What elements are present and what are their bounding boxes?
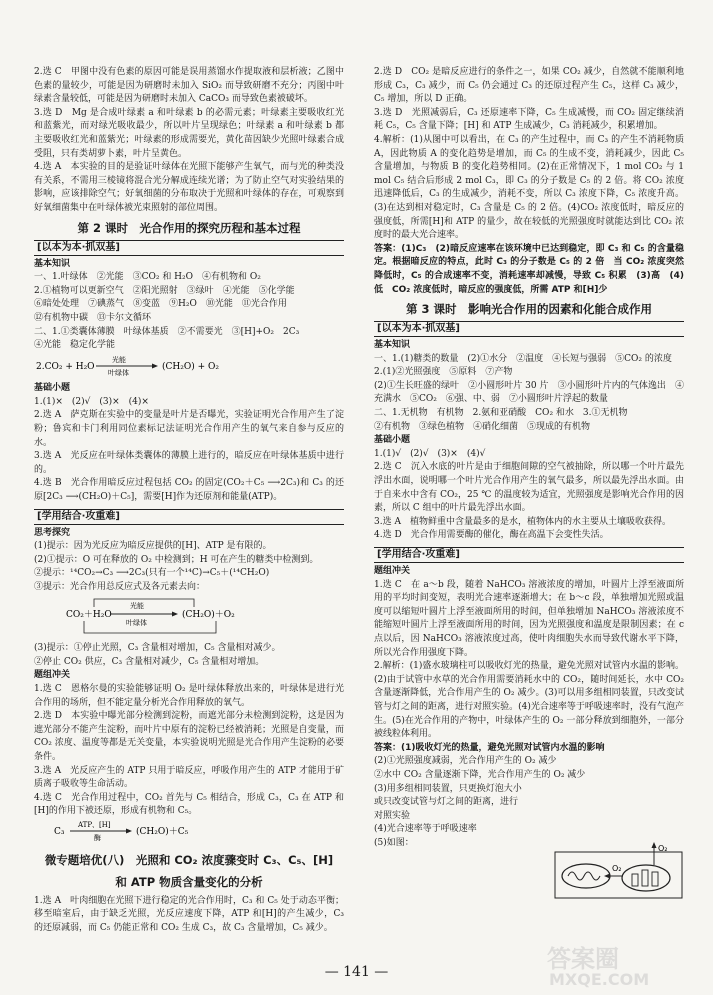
photosynthesis-equation xyxy=(34,353,344,377)
topic-label: 题组冲关 xyxy=(34,670,71,681)
page-number: — 141 — xyxy=(324,964,389,980)
topic-line: 3.选 A 光反应产生的 ATP 只用于暗反应，呼吸作用产生的 ATP 才能用于矿质离子吸收等生命活动。 xyxy=(34,765,344,790)
grana-stack xyxy=(652,872,658,886)
think-tail-line: ②停止 CO₂ 供应，C₃ 含量相对减少，C₅ 含量相对增加。 xyxy=(34,656,265,667)
answer-page xyxy=(34,66,684,966)
right-topic-line: 1.选 C 在 a～b 段，随着 NaHCO₃ 溶液浓度的增加，叶圆片上浮至液面所用的平均时间变短，表明光合速率逐渐增大；在 b～c 段，单独增加光照或温度可以缩短叶圆片上浮至液面所用的时间，但单独增加 NaHCO₃ 溶液浓度不能缩短叶圆片上浮至液面所用的时间，因为光照强度和温度是限制因素；在 c 点以后，因 NaHCO₃ 溶液浓度过高，使叶肉细胞失水而导致代谢水平下降，所以光合作用强度下降。 xyxy=(374,579,684,658)
answer2-line: 或只改变试管与灯之间的距离，进行 xyxy=(374,797,519,808)
c3-eq-top: ATP、[H] xyxy=(78,820,111,829)
grana-stack xyxy=(642,870,648,886)
right-intro-2: 3.选 D 光照减弱后，C₃ 还原速率下降，C₅ 生成减慢，而 CO₂ 固定继续消耗 C₅，C₅ 含量下降；[H] 和 ATP 生成减少，C₃ 消耗减少，积累增加。 xyxy=(374,107,684,132)
think-line: ③提示：光合作用总反应式及各元素去向： xyxy=(34,582,206,592)
section-basics-header: [以本为本·抓双基] xyxy=(34,240,344,256)
basic-knowledge-label: 基本知识 xyxy=(34,258,71,269)
answer2-left-block xyxy=(374,783,564,851)
knowledge-line: ⑥暗处处理 ⑦碘蒸气 ⑧变蓝 ⑨H₂O ⑩光能 ⑪光合作用 xyxy=(34,299,287,310)
left-intro-3: 4.选 A 本实验的目的是验证叶绿体在光照下能够产生氧气，而与光的种类没有关系，不需用三棱镜将混合光分解成连续光谱；为了防止空气对实验结果的影响，应该排除空气；好氧细菌的分布取决于光照和叶绿体的存在，可观察到好氧细菌集中在叶绿体被光束照射的部位周围。 xyxy=(34,162,344,213)
eq-right: (CH₂O) + O₂ xyxy=(162,361,219,372)
right-knowledge-label: 基本知识 xyxy=(374,340,411,351)
grana-stack xyxy=(632,874,638,886)
topic-line: 2.选 D 本实验中曝光部分检测到淀粉，而遮光部分未检测到淀粉，这是因为遮光部分不能产生淀粉，而叶片中原有的淀粉已经被消耗；光照是自变量，而 CO₂ 浓度、温度等都是无关变量，本实验说明光照是光合作用产生淀粉的必要条件。 xyxy=(34,711,344,762)
right-intro-3: 4.解析：(1)从图中可以看出，在 C₃ 的产生过程中，而 C₃ 的产生不消耗物质 A，因此物质 A 的变化趋势是增加，而 C₅ 的生成不变，消耗减少，因此 C₅ 含量增加，与物质 B 的变化趋势相同。(2)在正常情况下，1 mol CO₂ 与 1 mol C₅ 结合后形成 2 mol C₃，即 C₃ 的分子数是 C₅ 的 2 倍。将 CO₂ 浓度迅速降低后，C₃ 的生成减少，消耗不变，所以 C₃ 浓度下降，C₅ 浓度升高。(3)在达到相对稳定时，C₃ 含量是 C₅ 的 2 倍。(4)CO₂ 浓度低时，暗反应的强度低，所需[H]和 ATP 的量少，故在较低的光照强度时就能达到比 CO₂ 浓度时的最大光合速率。 xyxy=(374,134,684,241)
right-quiz-line: 2.选 C 沉入水底的叶片是由于细胞间隙的空气被抽除，所以哪一个叶片最先浮出水面，说明哪一个叶片光合作用产生的氧气最多，所以最先浮出水面。由于自来水中含有 CO₂，25 ℃ 的温度较为适宜，光照强度是影响光合作用的因素，所以 C 组中的叶片最先浮出水面。 xyxy=(374,462,684,514)
diagram-left: CO₂＋H₂O xyxy=(66,609,112,620)
diagram-bracket-top xyxy=(94,599,194,607)
knowledge-line: 一、1.叶绿体 ②光能 ③CO₂ 和 H₂O ④有机物和 O₂ xyxy=(34,272,261,283)
right-section-application-header: [学用结合·攻重难] xyxy=(374,547,684,563)
quiz-line: 1.(1)× (2)√ (3)× (4)× xyxy=(34,396,149,407)
o2-label-outer: O₂ xyxy=(658,844,668,853)
o2-arrow-head xyxy=(604,874,610,879)
micro-line: 1.选 A 叶肉细胞在光照下进行稳定的光合作用时，C₃ 和 C₅ 处于动态平衡；移至暗室后，由于缺乏光照，光反应速度下降，ATP 和[H]的产生减少，C₃ 的还原减弱，而 C₅ 仍能正常和 CO₂ 生成 C₃，故 C₃ 含量增加，C₅ 减少。 xyxy=(34,895,344,933)
right-quiz-line: 1.(1)√ (2)√ (3)× (4)√ xyxy=(374,448,486,459)
answer2-line xyxy=(374,742,684,756)
left-column xyxy=(34,66,344,935)
answer2-line: ②水中 CO₂ 含量逐渐下降，光合作用产生的 O₂ 减少 xyxy=(374,769,586,780)
answer2-line: (4)光合速率等于呼吸速率 xyxy=(374,824,477,835)
cell-organelle-figure xyxy=(554,842,684,900)
watermark-top: 答案圈 xyxy=(547,945,619,973)
cell-outline xyxy=(555,852,682,898)
lesson-2-title: 第 2 课时 光合作用的探究历程和基本过程 xyxy=(77,220,301,235)
right-answer: 答案：(1)C₃ (2)暗反应速率在该环境中已达到稳定，即 C₃ 和 C₅ 的含量稳定。根据暗反应的特点，此时 C₃ 的分子数是 C₅ 的 2 倍 当 CO₂ 浓度突然降低时，C₅ 的合成速率不变，消耗速率却减慢，导致 C₅ 积累 (3)高 (4)低 CO₂ 浓度低时，暗反应的强度低，所需 ATP 和[H]少 xyxy=(374,243,684,295)
quiz-line: 4.选 B 光合作用暗反应过程包括 CO₂ 的固定(CO₂＋C₅ ⟶2C₃)和 C₃ 的还原[2C₃ ⟶(CH₂O)＋C₅]，需要[H]作为还原剂和能量(ATP)。 xyxy=(34,478,344,503)
chloroplast-outline xyxy=(622,865,670,891)
o2-label-inner: O₂ xyxy=(612,864,622,873)
answer2-line: (2)①光照强度减弱，光合作用产生的 O₂ 减少 xyxy=(374,756,557,767)
right-column xyxy=(374,66,684,873)
micro-topic-title-2: 和 ATP 物质含量变化的分析 xyxy=(115,874,263,889)
diagram-arrow-head xyxy=(172,611,178,616)
right-knowledge-line: 2.(1)②光照强度 ⑤原料 ⑦产物 xyxy=(374,367,513,378)
c3-eq-right: (CH₂O)＋C₅ xyxy=(136,826,189,837)
right-knowledge-line: 一、1.(1)糖类的数量 (2)①水分 ②温度 ④长短与强弱 ⑤CO₂ 的浓度 xyxy=(374,353,672,364)
eq-top: 光能 xyxy=(112,355,126,364)
answer2-first: 答案：(1)吸收灯光的热量，避免光照对试管内水温的影响 xyxy=(374,742,605,753)
right-intro-1: 2.选 D CO₂ 是暗反应进行的条件之一，如果 CO₂ 减少，自然就不能顺利地形成 C₃，C₃ 减少，而 C₅ 仍会通过 C₃ 的还原过程产生 C₅，这样 C₃ 减少，C₅ 增加，所以 D 正确。 xyxy=(374,67,684,105)
right-quiz-label: 基础小题 xyxy=(374,435,411,446)
mitochondrion-outline xyxy=(562,864,610,888)
knowledge-line: ④光能 稳定化学能 xyxy=(34,340,116,351)
diagram-right: (CH₂O)＋O₂ xyxy=(182,609,235,620)
right-quiz-line: 3.选 A 植物鲜重中含量最多的是水，植物体内的水主要从土壤吸收获得。 xyxy=(374,516,671,527)
right-section-basics-header: [以本为本·抓双基] xyxy=(374,321,684,337)
quiz-line: 3.选 A 光反应在叶绿体类囊体的薄膜上进行的，暗反应在叶绿体基质中进行的。 xyxy=(34,451,344,475)
answer2-line: (5)如图： xyxy=(374,837,414,848)
think-label: 思考探究 xyxy=(34,527,71,538)
topic-line: 1.选 C 恩格尔曼的实验能够证明 O₂ 是叶绿体释放出来的，叶绿体是进行光合作用的场所，但不能定量分析光合作用释放的氧气。 xyxy=(34,683,344,708)
knowledge-line: ⑫有机物中碳 ⑬卡尔文循环 xyxy=(34,312,152,323)
right-topic-label: 题组冲关 xyxy=(374,566,411,576)
c3-reduction-equation xyxy=(34,819,344,841)
right-knowledge-line: (2)①生长旺盛的绿叶 ②小圆形叶片 30 片 ③小圆形叶片内的气体逸出 ④充满水 ⑤CO₂ ⑥强、中、弱 ⑦小圆形叶片浮起的数量 xyxy=(374,380,684,405)
left-intro-2: 3.选 D Mg 是合成叶绿素 a 和叶绿素 b 的必需元素；叶绿素主要吸收红光和蓝紫光，而对绿光吸收最少，所以叶片呈现绿色；叶绿素 a 和叶绿素 b 都主要吸收红光和蓝紫光；叶绿素的形成需要光，黄化苗因缺少光照叶绿素合成受阻，只有类胡萝卜素，叶片呈黄色。 xyxy=(34,107,344,159)
eq-left: 2.CO₂ + H₂O xyxy=(36,361,95,372)
quiz-line: 2.选 A 萨克斯在实验中的变量是叶片是否曝光，实验证明光合作用产生了淀粉；鲁宾和卡门利用同位素标记法证明光合作用产生的氧气来自参与反应的水。 xyxy=(34,410,344,448)
right-knowledge-line: 二、1.无机物 有机物 2.氨和亚硝酸 CO₂ 和水 3.①无机物 xyxy=(374,408,628,419)
knowledge-line: 二、1.①类囊体薄膜 叶绿体基质 ②不需要光 ③[H]+O₂ 2C₃ xyxy=(34,326,300,337)
answer2-line: 对照实验 xyxy=(374,810,411,821)
diagram-bracket-bottom xyxy=(84,621,216,633)
diagram-bottom: 叶绿体 xyxy=(126,618,147,627)
micro-topic-title-1: 微专题培优(八) 光照和 CO₂ 浓度骤变时 C₃、C₅、[H] xyxy=(44,852,334,867)
right-quiz-line: 4.选 D 光合作用需要酶的催化，酶在高温下会变性失活。 xyxy=(374,530,609,541)
think-tail-line: (3)提示：①停止光照，C₃ 含量相对增加，C₅ 含量相对减少。 xyxy=(34,643,281,654)
watermark-logo xyxy=(537,943,697,989)
lesson-3-title: 第 3 课时 影响光合作用的因素和化能合成作用 xyxy=(405,302,652,317)
c3-eq-arrow-head xyxy=(126,828,132,833)
think-line: ②提示：¹⁴CO₂→C₃ ⟶2C₃(只有一个¹⁴C)→C₅＋(¹⁴CH₂O) xyxy=(34,568,270,579)
section-application-header: [学用结合·攻重难] xyxy=(34,509,344,525)
eq-bottom: 叶绿体 xyxy=(108,368,129,377)
think-line: (2)①提示：O 可在释放的 O₂ 中检测到；H 可在产生的糖类中检测到。 xyxy=(34,554,319,565)
eq-arrow-head xyxy=(152,363,158,368)
right-knowledge-line: ②有机物 ③绿色植物 ④硝化细菌 ⑤现成的有机物 xyxy=(374,421,591,432)
element-flow-diagram xyxy=(34,595,344,637)
topic-line: 4.选 C 光合作用过程中，CO₂ 首先与 C₅ 相结合，形成 C₃，C₃ 在 ATP 和[H]的作用下被还原，形成有机物和 C₅。 xyxy=(34,792,344,817)
basic-quiz-label: 基础小题 xyxy=(34,383,71,394)
watermark-bottom: MXQE.COM xyxy=(549,970,650,989)
c3-eq-left: C₃ xyxy=(54,826,65,837)
o2-out-arrow-head xyxy=(652,842,657,848)
knowledge-line: 2.①植物可以更新空气 ②阳光照射 ③绿叶 ④光能 ⑤化学能 xyxy=(34,285,295,296)
c3-eq-bottom: 酶 xyxy=(94,833,101,841)
mitochondrion-cristae xyxy=(568,872,600,880)
diagram-top: 光能 xyxy=(130,601,144,610)
left-intro-1: 2.选 C 甲图中没有色素的原因可能是误用蒸馏水作提取液和层析液；乙图中色素的量较少，可能是因为研磨时未加入 SiO₂ 而导致研磨不充分；丙图中叶绿素含量较低，可能是因为研磨时未加入 CaCO₃ 而导致色素被破坏。 xyxy=(34,67,344,105)
right-topic-line: 2.解析：(1)盛水玻璃柱可以吸收灯光的热量，避免光照对试管内水温的影响。(2)由于试管中水草的光合作用需要消耗水中的 CO₂，随时间延长，水中 CO₂ 含量逐渐降低，光合作用产生的 O₂ 减少。(3)可以用多组相同装置，只改变试管与灯之间的距离，进行对照实验。(4)光合速率等于呼吸速率时，没有气泡产生。(5)在光合作用的产物中，叶绿体产生的 O₂ 一部分释放到细胞外，一部分被线粒体利用。 xyxy=(374,661,684,740)
think-line: (1)提示：因为光反应为暗反应提供的[H]、ATP 是有限的。 xyxy=(34,541,272,552)
answer2-line: (3)用多组相同装置，只更换灯泡大小 xyxy=(374,783,522,794)
